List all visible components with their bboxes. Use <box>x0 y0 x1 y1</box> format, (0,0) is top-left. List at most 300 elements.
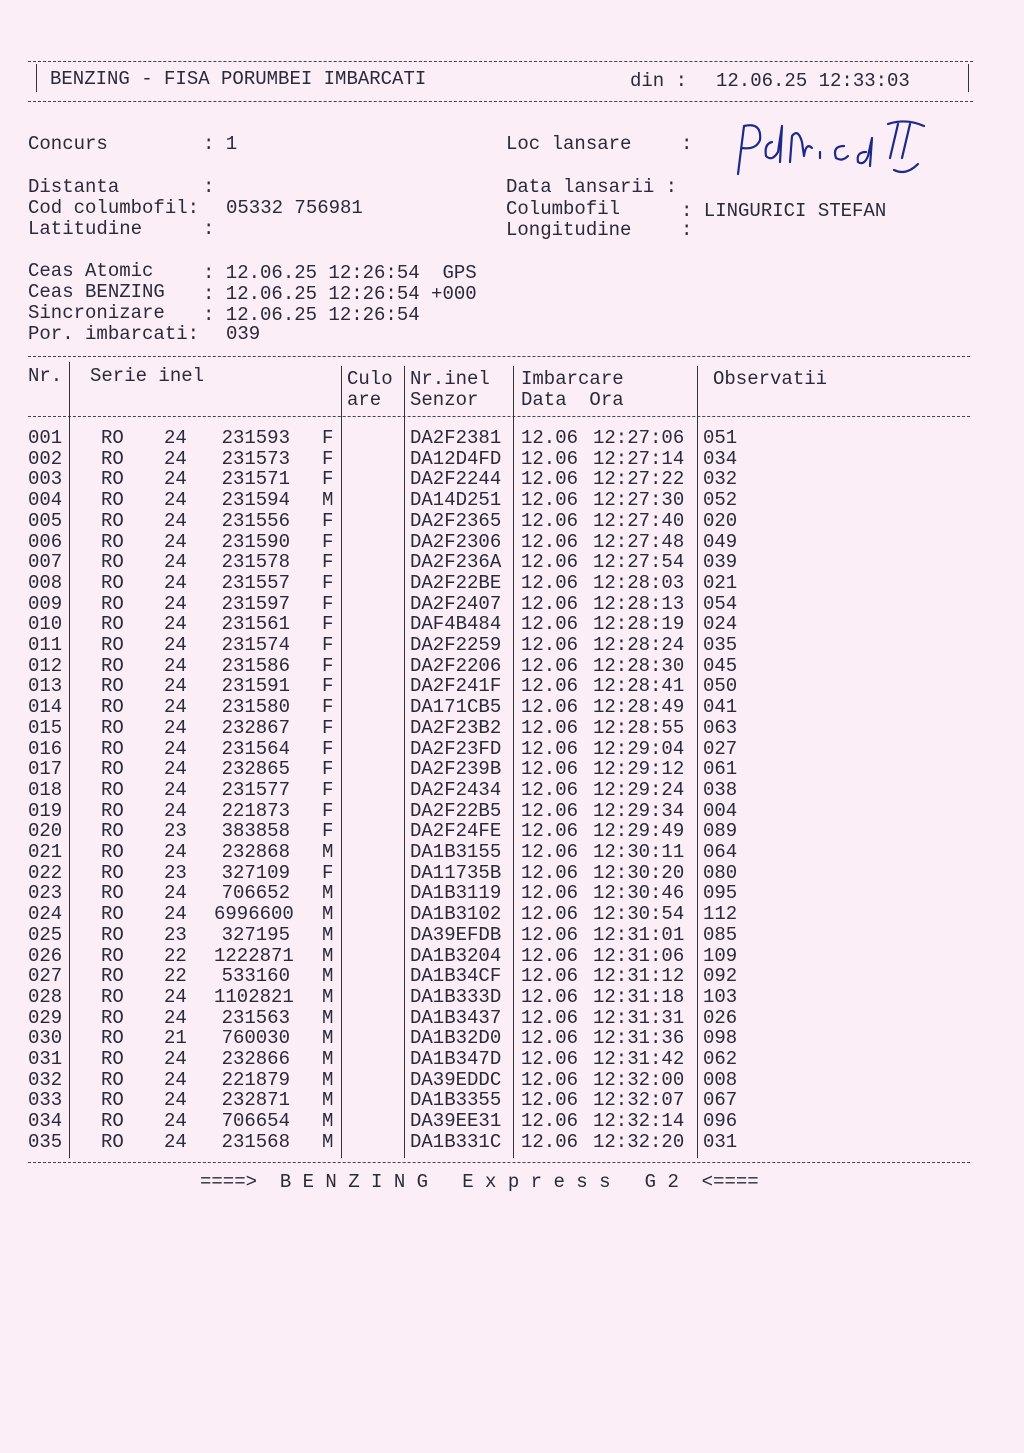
table-row <box>0 925 1024 946</box>
cell-ora: 12:29:49 <box>593 820 685 843</box>
cell-observatii: 092 <box>703 965 738 988</box>
cell-tara: RO <box>101 509 124 532</box>
sincronizare-label: Sincronizare <box>28 302 165 324</box>
cell-an: 24 <box>164 758 187 781</box>
cell-senzor: DA39EE31 <box>410 1110 502 1133</box>
cell-nr: 034 <box>28 1110 63 1133</box>
cell-sex: M <box>322 903 334 926</box>
cell-serie: 231580 <box>221 696 290 719</box>
cell-nr: 014 <box>28 696 63 719</box>
cell-data: 12.06 <box>521 716 579 739</box>
cell-observatii: 024 <box>703 613 738 636</box>
cell-ora: 12:30:11 <box>593 841 685 863</box>
cell-an: 24 <box>164 882 187 905</box>
cell-tara: RO <box>101 696 124 719</box>
cell-data: 12.06 <box>521 654 579 677</box>
cell-nr: 020 <box>28 820 63 843</box>
cell-ora: 12:28:55 <box>593 716 685 739</box>
col-header-serie: Serie inel <box>90 365 205 387</box>
cell-senzor: DAF4B484 <box>410 613 502 636</box>
table-row <box>0 614 1024 635</box>
cell-senzor: DA1B3204 <box>410 944 502 967</box>
cell-senzor: DA2F23FD <box>410 737 502 760</box>
loc-lansare-value: : <box>681 133 693 155</box>
cell-ora: 12:32:14 <box>593 1110 685 1133</box>
cell-senzor: DA1B32D0 <box>410 1027 502 1050</box>
cell-observatii: 041 <box>703 696 738 719</box>
cell-sex: M <box>322 1048 334 1070</box>
header-left-border <box>36 64 37 92</box>
cell-observatii: 112 <box>703 903 738 926</box>
cell-ora: 12:31:01 <box>593 923 685 946</box>
cell-data: 12.06 <box>521 841 579 863</box>
cell-senzor: DA1B333D <box>410 985 502 1008</box>
table-top-rule <box>28 356 970 357</box>
cell-observatii: 020 <box>703 509 738 532</box>
cell-observatii: 089 <box>703 820 738 843</box>
cell-data: 12.06 <box>521 592 579 615</box>
table-row <box>0 697 1024 718</box>
cell-senzor: DA12D4FD <box>410 447 502 470</box>
cell-an: 24 <box>164 1006 187 1029</box>
table-row <box>0 863 1024 884</box>
table-row <box>0 552 1024 573</box>
cell-data: 12.06 <box>521 758 579 781</box>
cell-sex: M <box>322 882 334 905</box>
cell-sex: F <box>322 861 334 884</box>
cell-serie: 231556 <box>221 509 290 532</box>
cell-senzor: DA1B331C <box>410 1130 502 1153</box>
cell-tara: RO <box>101 1048 124 1070</box>
cell-sex: F <box>322 716 334 739</box>
longitudine-value: : <box>681 219 693 241</box>
cell-observatii: 062 <box>703 1048 738 1070</box>
cell-serie: 231557 <box>221 571 290 594</box>
cell-data: 12.06 <box>521 1068 579 1091</box>
cell-an: 24 <box>164 1068 187 1091</box>
header-bottom-rule <box>28 101 973 102</box>
cell-nr: 011 <box>28 634 63 656</box>
cell-sex: F <box>322 447 334 470</box>
cell-tara: RO <box>101 903 124 926</box>
cell-sex: F <box>322 737 334 760</box>
cell-serie: 231586 <box>221 654 290 677</box>
cell-data: 12.06 <box>521 1027 579 1050</box>
cell-data: 12.06 <box>521 551 579 574</box>
cell-ora: 12:27:06 <box>593 427 685 449</box>
cell-nr: 017 <box>28 758 63 781</box>
cell-senzor: DA1B3102 <box>410 903 502 926</box>
footer-banner: ====> B E N Z I N G E x p r e s s G 2 <==== <box>200 1171 759 1193</box>
columbofil-value: : LINGURICI STEFAN <box>681 200 887 222</box>
cell-nr: 029 <box>28 1006 63 1029</box>
ceas-atomic-value: : 12.06.25 12:26:54 GPS <box>203 262 477 284</box>
cell-tara: RO <box>101 489 124 512</box>
cell-ora: 12:28:41 <box>593 675 685 698</box>
cell-sex: M <box>322 944 334 967</box>
cell-serie: 383858 <box>221 820 290 843</box>
cell-data: 12.06 <box>521 861 579 884</box>
cell-sex: F <box>322 778 334 801</box>
cell-an: 24 <box>164 468 187 491</box>
cell-serie: 231593 <box>221 427 290 449</box>
cell-serie: 231577 <box>221 778 290 801</box>
cell-senzor: DA2F2407 <box>410 592 502 615</box>
cell-an: 24 <box>164 530 187 553</box>
data-lansarii-label: Data lansarii : <box>506 176 678 198</box>
cell-ora: 12:31:42 <box>593 1048 685 1070</box>
cell-data: 12.06 <box>521 634 579 656</box>
cell-tara: RO <box>101 1027 124 1050</box>
cell-tara: RO <box>101 820 124 843</box>
table-row <box>0 966 1024 987</box>
cell-nr: 009 <box>28 592 63 615</box>
cell-data: 12.06 <box>521 944 579 967</box>
cell-tara: RO <box>101 1130 124 1153</box>
cell-nr: 006 <box>28 530 63 553</box>
cell-an: 24 <box>164 613 187 636</box>
cell-serie: 231571 <box>221 468 290 491</box>
concurs-value: : 1 <box>203 133 238 155</box>
cell-tara: RO <box>101 944 124 967</box>
cell-sex: M <box>322 489 334 512</box>
cell-nr: 027 <box>28 965 63 988</box>
cell-senzor: DA2F2244 <box>410 468 502 491</box>
por-imbarcati-label: Por. imbarcati: <box>28 323 200 345</box>
cell-ora: 12:28:30 <box>593 654 685 677</box>
cell-tara: RO <box>101 1068 124 1091</box>
cell-observatii: 064 <box>703 841 738 863</box>
cell-observatii: 051 <box>703 427 738 449</box>
cell-an: 24 <box>164 654 187 677</box>
table-row <box>0 676 1024 697</box>
cell-senzor: DA2F22BE <box>410 571 502 594</box>
cell-tara: RO <box>101 716 124 739</box>
table-row <box>0 573 1024 594</box>
cell-ora: 12:27:14 <box>593 447 685 470</box>
table-row <box>0 1028 1024 1049</box>
handwritten-location-signature <box>728 112 928 192</box>
cell-serie: 231563 <box>221 1006 290 1029</box>
cell-data: 12.06 <box>521 737 579 760</box>
cell-observatii: 038 <box>703 778 738 801</box>
cell-nr: 031 <box>28 1048 63 1070</box>
cell-an: 21 <box>164 1027 187 1050</box>
cell-sex: M <box>322 1027 334 1050</box>
cell-sex: M <box>322 923 334 946</box>
col-header-nr: Nr. <box>28 365 63 387</box>
cell-observatii: 067 <box>703 1089 738 1112</box>
table-row <box>0 883 1024 904</box>
cell-serie: 221873 <box>221 799 290 822</box>
cell-observatii: 080 <box>703 861 738 884</box>
cell-senzor: DA2F236A <box>410 551 502 574</box>
cell-tara: RO <box>101 468 124 491</box>
cod-columbofil-label: Cod columbofil: <box>28 197 200 219</box>
table-row <box>0 469 1024 490</box>
cell-sex: M <box>322 841 334 863</box>
cell-sex: M <box>322 1130 334 1153</box>
cell-serie: 231597 <box>221 592 290 615</box>
columbofil-label: Columbofil <box>506 198 621 220</box>
cell-sex: F <box>322 571 334 594</box>
cell-sex: F <box>322 675 334 698</box>
cell-senzor: DA14D251 <box>410 489 502 512</box>
cell-ora: 12:29:34 <box>593 799 685 822</box>
cell-an: 24 <box>164 509 187 532</box>
cell-serie: 6996600 <box>214 903 294 926</box>
cell-sex: F <box>322 758 334 781</box>
cell-serie: 706652 <box>221 882 290 905</box>
cell-senzor: DA2F2206 <box>410 654 502 677</box>
cell-observatii: 063 <box>703 716 738 739</box>
cell-nr: 010 <box>28 613 63 636</box>
table-row <box>0 656 1024 677</box>
cell-senzor: DA1B3119 <box>410 882 502 905</box>
cell-tara: RO <box>101 737 124 760</box>
cell-observatii: 052 <box>703 489 738 512</box>
cell-serie: 232871 <box>221 1089 290 1112</box>
cell-data: 12.06 <box>521 882 579 905</box>
cell-tara: RO <box>101 882 124 905</box>
cell-data: 12.06 <box>521 1130 579 1153</box>
cell-serie: 1222871 <box>214 944 294 967</box>
cell-nr: 016 <box>28 737 63 760</box>
cell-serie: 231573 <box>221 447 290 470</box>
cell-senzor: DA2F2365 <box>410 509 502 532</box>
cell-ora: 12:32:07 <box>593 1089 685 1112</box>
cell-data: 12.06 <box>521 489 579 512</box>
cell-an: 24 <box>164 799 187 822</box>
cell-an: 24 <box>164 571 187 594</box>
table-row <box>0 718 1024 739</box>
page-title: BENZING - FISA PORUMBEI IMBARCATI <box>50 68 427 90</box>
cell-nr: 019 <box>28 799 63 822</box>
cell-ora: 12:27:48 <box>593 530 685 553</box>
col-header-culoare-1: Culo <box>347 368 393 390</box>
cell-senzor: DA2F239B <box>410 758 502 781</box>
cell-serie: 1102821 <box>214 985 294 1008</box>
cell-senzor: DA2F2306 <box>410 530 502 553</box>
cell-ora: 12:28:13 <box>593 592 685 615</box>
table-row <box>0 780 1024 801</box>
cell-tara: RO <box>101 427 124 449</box>
cell-data: 12.06 <box>521 1089 579 1112</box>
cell-observatii: 035 <box>703 634 738 656</box>
cell-serie: 231574 <box>221 634 290 656</box>
cell-data: 12.06 <box>521 923 579 946</box>
table-row <box>0 987 1024 1008</box>
loc-lansare-label: Loc lansare <box>506 133 632 155</box>
header-din-label: din : <box>630 70 688 92</box>
cell-ora: 12:30:54 <box>593 903 685 926</box>
cell-an: 24 <box>164 716 187 739</box>
cell-tara: RO <box>101 551 124 574</box>
cod-columbofil-value: 05332 756981 <box>226 197 363 219</box>
cell-ora: 12:31:06 <box>593 944 685 967</box>
table-bottom-rule <box>28 1162 970 1163</box>
cell-senzor: DA2F23B2 <box>410 716 502 739</box>
cell-serie: 232866 <box>221 1048 290 1070</box>
cell-an: 24 <box>164 778 187 801</box>
cell-serie: 232868 <box>221 841 290 863</box>
col-header-imbarcare-2: Data Ora <box>521 389 624 411</box>
cell-data: 12.06 <box>521 1048 579 1070</box>
table-row <box>0 1070 1024 1091</box>
cell-an: 22 <box>164 944 187 967</box>
table-row <box>0 594 1024 615</box>
cell-serie: 706654 <box>221 1110 290 1133</box>
cell-nr: 001 <box>28 427 63 449</box>
cell-serie: 231578 <box>221 551 290 574</box>
cell-ora: 12:27:54 <box>593 551 685 574</box>
cell-an: 24 <box>164 1089 187 1112</box>
cell-tara: RO <box>101 985 124 1008</box>
table-row <box>0 759 1024 780</box>
table-row <box>0 801 1024 822</box>
cell-ora: 12:29:24 <box>593 778 685 801</box>
cell-tara: RO <box>101 571 124 594</box>
cell-an: 24 <box>164 1110 187 1133</box>
cell-an: 24 <box>164 737 187 760</box>
table-row <box>0 490 1024 511</box>
cell-ora: 12:29:04 <box>593 737 685 760</box>
cell-serie: 327109 <box>221 861 290 884</box>
cell-senzor: DA1B3155 <box>410 841 502 863</box>
table-row <box>0 1111 1024 1132</box>
cell-an: 24 <box>164 592 187 615</box>
cell-an: 23 <box>164 861 187 884</box>
cell-ora: 12:27:40 <box>593 509 685 532</box>
cell-tara: RO <box>101 1110 124 1133</box>
cell-an: 23 <box>164 820 187 843</box>
cell-observatii: 032 <box>703 468 738 491</box>
cell-sex: F <box>322 696 334 719</box>
table-row <box>0 1049 1024 1070</box>
cell-data: 12.06 <box>521 468 579 491</box>
cell-senzor: DA1B34CF <box>410 965 502 988</box>
ceas-benzing-label: Ceas BENZING <box>28 281 165 303</box>
cell-tara: RO <box>101 592 124 615</box>
cell-data: 12.06 <box>521 447 579 470</box>
cell-data: 12.06 <box>521 571 579 594</box>
cell-senzor: DA171CB5 <box>410 696 502 719</box>
cell-an: 24 <box>164 903 187 926</box>
cell-nr: 033 <box>28 1089 63 1112</box>
cell-ora: 12:31:18 <box>593 985 685 1008</box>
cell-an: 24 <box>164 985 187 1008</box>
cell-data: 12.06 <box>521 675 579 698</box>
cell-nr: 003 <box>28 468 63 491</box>
cell-data: 12.06 <box>521 799 579 822</box>
cell-tara: RO <box>101 965 124 988</box>
cell-ora: 12:31:12 <box>593 965 685 988</box>
cell-sex: F <box>322 551 334 574</box>
cell-observatii: 103 <box>703 985 738 1008</box>
cell-senzor: DA39EFDB <box>410 923 502 946</box>
cell-data: 12.06 <box>521 696 579 719</box>
table-row <box>0 1132 1024 1153</box>
cell-ora: 12:31:31 <box>593 1006 685 1029</box>
cell-sex: M <box>322 985 334 1008</box>
cell-observatii: 004 <box>703 799 738 822</box>
cell-an: 24 <box>164 634 187 656</box>
cell-nr: 028 <box>28 985 63 1008</box>
por-imbarcati-value: 039 <box>226 323 261 345</box>
cell-observatii: 026 <box>703 1006 738 1029</box>
cell-sex: F <box>322 530 334 553</box>
cell-nr: 023 <box>28 882 63 905</box>
table-row <box>0 635 1024 656</box>
cell-senzor: DA2F241F <box>410 675 502 698</box>
header-top-rule <box>28 61 973 62</box>
cell-observatii: 039 <box>703 551 738 574</box>
latitudine-label: Latitudine <box>28 218 143 240</box>
distanta-label: Distanta <box>28 176 120 198</box>
cell-sex: M <box>322 965 334 988</box>
cell-an: 24 <box>164 841 187 863</box>
cell-observatii: 021 <box>703 571 738 594</box>
table-header-rule <box>28 416 970 417</box>
cell-sex: M <box>322 1110 334 1133</box>
cell-sex: F <box>322 799 334 822</box>
cell-tara: RO <box>101 778 124 801</box>
cell-serie: 760030 <box>221 1027 290 1050</box>
cell-tara: RO <box>101 923 124 946</box>
cell-tara: RO <box>101 841 124 863</box>
col-header-nrinel-2: Senzor <box>410 389 479 411</box>
cell-an: 24 <box>164 489 187 512</box>
distanta-value: : <box>203 176 215 198</box>
table-row <box>0 1090 1024 1111</box>
cell-tara: RO <box>101 1089 124 1112</box>
cell-senzor: DA2F2434 <box>410 778 502 801</box>
cell-observatii: 095 <box>703 882 738 905</box>
cell-an: 24 <box>164 551 187 574</box>
cell-senzor: DA11735B <box>410 861 502 884</box>
cell-an: 24 <box>164 1130 187 1153</box>
cell-an: 24 <box>164 427 187 449</box>
col-header-nrinel-1: Nr.inel <box>410 368 490 390</box>
cell-ora: 12:31:36 <box>593 1027 685 1050</box>
cell-observatii: 031 <box>703 1130 738 1153</box>
cell-nr: 008 <box>28 571 63 594</box>
table-row <box>0 532 1024 553</box>
cell-observatii: 008 <box>703 1068 738 1091</box>
cell-senzor: DA1B347D <box>410 1048 502 1070</box>
cell-ora: 12:32:00 <box>593 1068 685 1091</box>
cell-observatii: 098 <box>703 1027 738 1050</box>
col-header-culoare-2: are <box>347 389 382 411</box>
cell-an: 24 <box>164 447 187 470</box>
cell-serie: 231591 <box>221 675 290 698</box>
cell-ora: 12:27:30 <box>593 489 685 512</box>
cell-serie: 231590 <box>221 530 290 553</box>
cell-ora: 12:30:46 <box>593 882 685 905</box>
cell-sex: F <box>322 427 334 449</box>
cell-nr: 018 <box>28 778 63 801</box>
cell-ora: 12:28:49 <box>593 696 685 719</box>
cell-data: 12.06 <box>521 820 579 843</box>
table-row <box>0 511 1024 532</box>
cell-sex: M <box>322 1006 334 1029</box>
cell-sex: F <box>322 592 334 615</box>
cell-data: 12.06 <box>521 903 579 926</box>
table-row <box>0 428 1024 449</box>
cell-serie: 231568 <box>221 1130 290 1153</box>
cell-serie: 232867 <box>221 716 290 739</box>
cell-nr: 004 <box>28 489 63 512</box>
